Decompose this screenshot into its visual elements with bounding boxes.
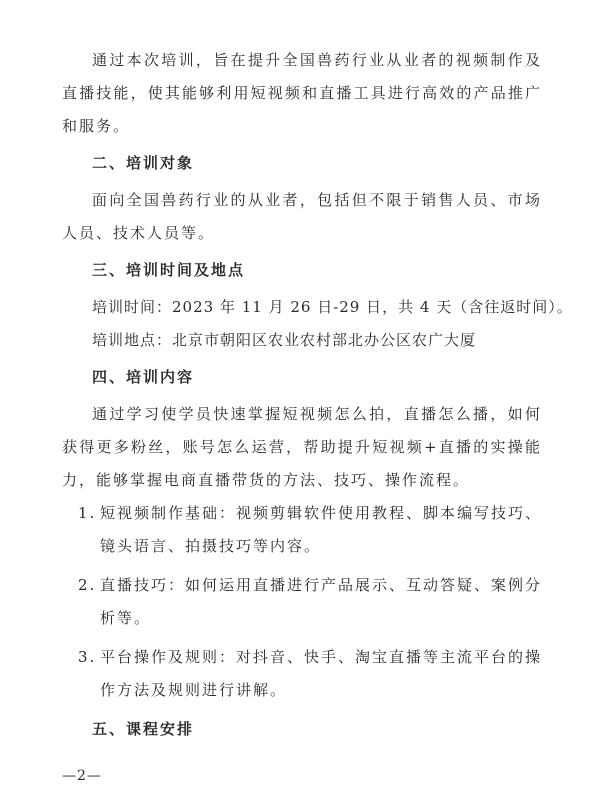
list-item-number: 2.	[78, 576, 97, 594]
list-item	[62, 569, 542, 635]
section-heading-target: 二、培训对象	[92, 154, 195, 172]
page-number: —2—	[62, 768, 102, 784]
list-item-text: 直播技巧：如何运用直播进行产品展示、互动答疑、案例分析等。	[100, 576, 543, 627]
target-paragraph: 面向全国兽药行业的从业者，包括但不限于销售人员、市场人员、技术人员等。	[62, 191, 542, 242]
section-heading-time-place: 三、培训时间及地点	[92, 261, 246, 279]
training-place-line: 培训地点：北京市朝阳区农业农村部北办公区农广大厦	[92, 331, 477, 349]
intro-paragraph: 通过本次培训，旨在提升全国兽药行业从业者的视频制作及直播技能，使其能够利用短视频和直播工具进行高效的产品推广和服务。	[62, 51, 542, 135]
list-item	[62, 497, 542, 563]
content-list	[62, 497, 542, 707]
list-item-text: 短视频制作基础：视频剪辑软件使用教程、脚本编写技巧、镜头语言、拍摄技巧等内容。	[100, 504, 543, 555]
list-item-number: 3.	[78, 648, 97, 666]
content-paragraph: 通过学习使学员快速掌握短视频怎么拍，直播怎么播，如何获得更多粉丝，账号怎么运营，帮助提升短视频+直播的实操能力，能够掌握电商直播带货的方法、技巧、操作流程。	[62, 405, 542, 489]
section-heading-schedule: 五、课程安排	[92, 720, 195, 738]
list-item	[62, 641, 542, 707]
section-heading-content: 四、培训内容	[92, 368, 195, 386]
list-item-number: 1.	[78, 504, 97, 522]
list-item-text: 平台操作及规则：对抖音、快手、淘宝直播等主流平台的操作方法及规则进行讲解。	[100, 648, 543, 699]
training-time-line: 培训时间：2023 年 11 月 26 日-29 日，共 4 天（含往返时间）。	[92, 298, 573, 316]
